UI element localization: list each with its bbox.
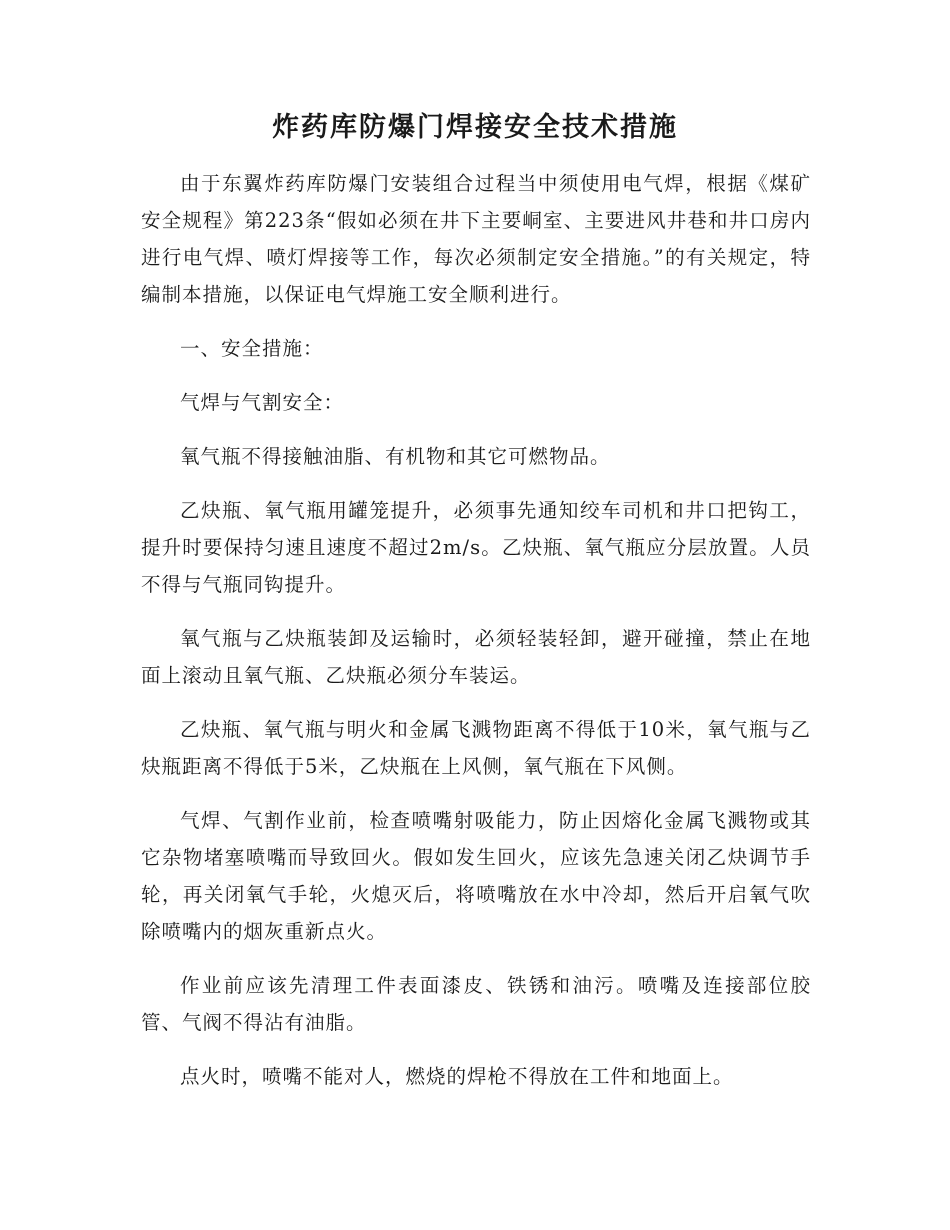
document-body <box>141 165 811 1112</box>
paragraph-oxygen-cylinder-contact: 氧气瓶不得接触油脂、有机物和其它可燃物品。 <box>180 445 611 468</box>
subheading-gas-welding-cutting: 气焊与气割安全： <box>180 391 345 414</box>
paragraph-cylinder-distance: 乙炔瓶、氧气瓶与明火和金属飞溅物距离不得低于10米，氧气瓶与乙炔瓶距离不得低于5米，乙炔瓶在上风侧，氧气瓶在下风侧。 <box>141 718 811 778</box>
paragraph-cylinder-hoisting: 乙炔瓶、氧气瓶用罐笼提升，必须事先通知绞车司机和井口把钩工，提升时要保持匀速且速度不超过2m/s。乙炔瓶、氧气瓶应分层放置。人员不得与气瓶同钩提升。 <box>141 499 811 596</box>
paragraph-nozzle-check: 气焊、气割作业前，检查喷嘴射吸能力，防止因熔化金属飞溅物或其它杂物堵塞喷嘴而导致回火。假如发生回火，应该先急速关闭乙炔调节手轮，再关闭氧气手轮，火熄灭后，将喷嘴放在水中冷却，然后开启氧气吹除喷嘴内的烟灰重新点火。 <box>141 809 811 943</box>
paragraph-ignition-safety: 点火时，喷嘴不能对人，燃烧的焊枪不得放在工件和地面上。 <box>180 1065 734 1088</box>
paragraph-cylinder-transport: 氧气瓶与乙炔瓶装卸及运输时，必须轻装轻卸，避开碰撞，禁止在地面上滚动且氧气瓶、乙炔瓶必须分车装运。 <box>141 627 811 687</box>
section-heading-safety-measures: 一、安全措施： <box>180 337 324 360</box>
document-title: 炸药库防爆门焊接安全技术措施 <box>272 112 678 143</box>
paragraph-intro: 由于东翼炸药库防爆门安装组合过程当中须使用电气焊，根据《煤矿安全规程》第223条“假如必须在井下主要峒室、主要进风井巷和井口房内进行电气焊、喷灯焊接等工作，每次必须制定安全措施。”的有关规定，特编制本措施，以保证电气焊施工安全顺利进行。 <box>141 172 811 306</box>
paragraph-workpiece-cleaning: 作业前应该先清理工件表面漆皮、铁锈和油污。喷嘴及连接部位胶管、气阀不得沾有油脂。 <box>141 974 811 1034</box>
